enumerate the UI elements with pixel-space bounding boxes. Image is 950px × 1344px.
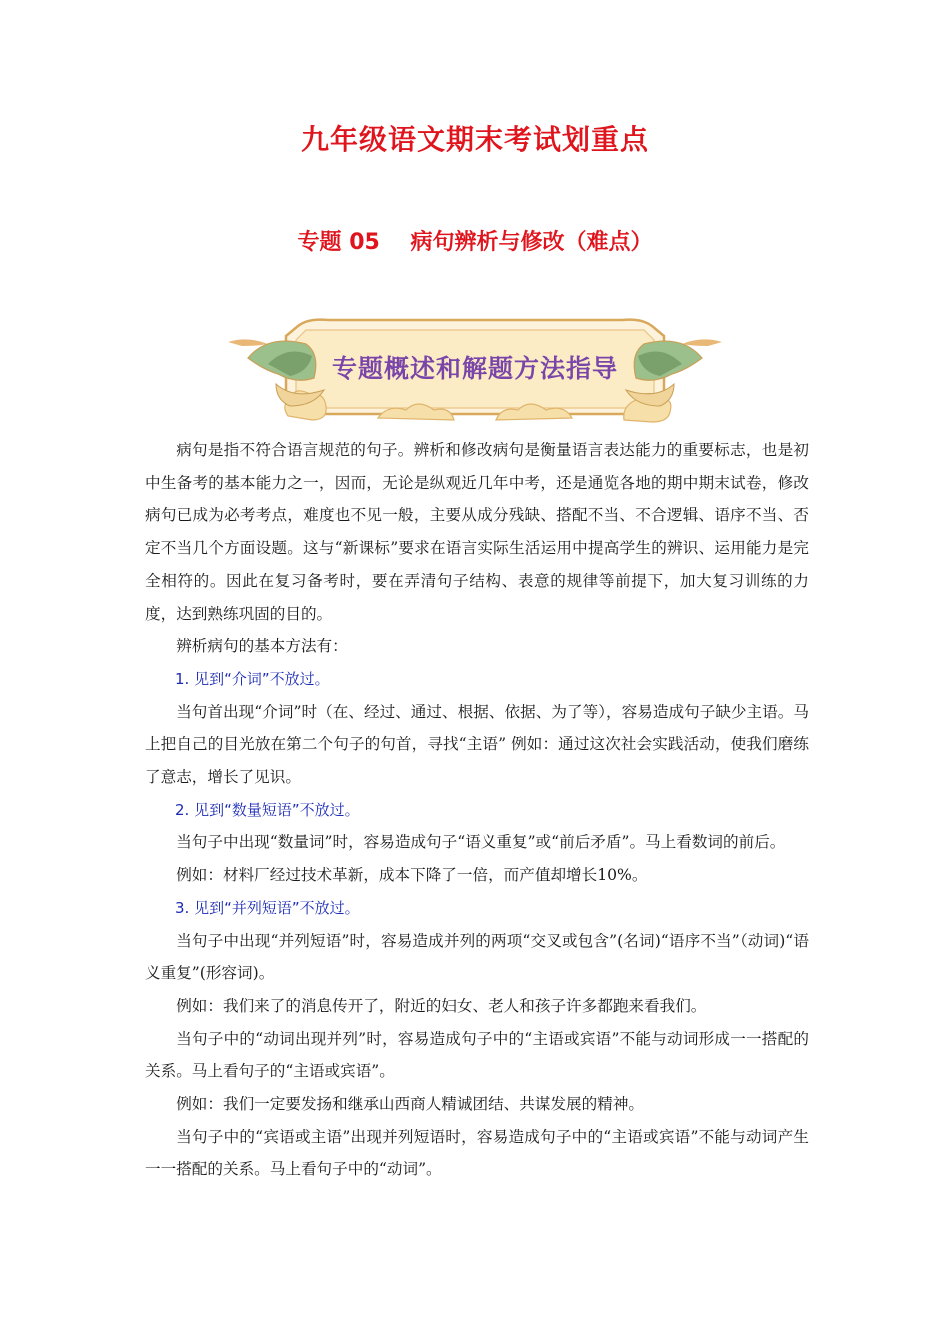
method-paragraph-3: 当句子中出现“并列短语”时，容易造成并列的两项“交叉或包含”(名词)“语序不当”（动词)“语义重复”(形容词)。 bbox=[145, 931, 809, 983]
example-3b: 例如：我们一定要发扬和继承山西商人精诚团结、共谋发展的精神。 bbox=[176, 1095, 645, 1114]
method-heading-1: 1. 见到“介词”不放过。 bbox=[175, 669, 330, 688]
document-body bbox=[145, 434, 809, 1186]
method-paragraph-4: 当句子中的“动词出现并列”时，容易造成句子中的“主语或宾语”不能与动词形成一一搭配的关系。马上看句子的“主语或宾语”。 bbox=[145, 1029, 809, 1081]
method-paragraph-2: 当句子中出现“数量词”时，容易造成句子“语义重复”或“前后矛盾”。马上看数词的前后。 bbox=[176, 833, 786, 852]
intro-paragraph: 病句是指不符合语言规范的句子。辨析和修改病句是衡量语言表达能力的重要标志，也是初中生备考的基本能力之一，因而，无论是纵观近几年中考，还是通览各地的期中期末试卷，修改病句已成为必考考点，难度也不见一般，主要从成分残缺、搭配不当、不合逻辑、语序不当、否定不当几个方面设题。这与“新课标”要求在语言实际生活运用中提高学生的辨识、运用能力是完全相符的。因此在复习备考时，要在弄清句子结构、表意的规律等前提下，加大复习训练的力度，达到熟练巩固的目的。 bbox=[145, 441, 809, 623]
section-banner bbox=[228, 314, 722, 432]
method-paragraph-1: 当句首出现“介词”时（在、经过、通过、根据、依据、为了等），容易造成句子缺少主语。马上把自己的目光放在第二个句子的句首，寻找“主语” 例如：通过这次社会实践活动，使我们磨练了意志，增长了见识。 bbox=[145, 702, 809, 787]
example-3a: 例如：我们来了的消息传开了，附近的妇女、老人和孩子许多都跑来看我们。 bbox=[176, 996, 707, 1015]
topic-subtitle: 专题 05 病句辨析与修改（难点） bbox=[297, 230, 653, 255]
banner-title: 专题概述和解题方法指导 bbox=[331, 354, 618, 383]
method-heading-2: 2. 见到“数量短语”不放过。 bbox=[175, 800, 360, 819]
method-heading-3: 3. 见到“并列短语”不放过。 bbox=[175, 898, 360, 917]
method-intro: 辨析病句的基本方法有： bbox=[176, 637, 348, 656]
page-title: 九年级语文期末考试划重点 bbox=[300, 123, 649, 156]
method-paragraph-5: 当句子中的“宾语或主语”出现并列短语时，容易造成句子中的“主语或宾语”不能与动词产生一一搭配的关系。马上看句子中的“动词”。 bbox=[145, 1127, 809, 1179]
example-2: 例如：材料厂经过技术革新，成本下降了一倍，而产值却增长10%。 bbox=[176, 866, 648, 885]
